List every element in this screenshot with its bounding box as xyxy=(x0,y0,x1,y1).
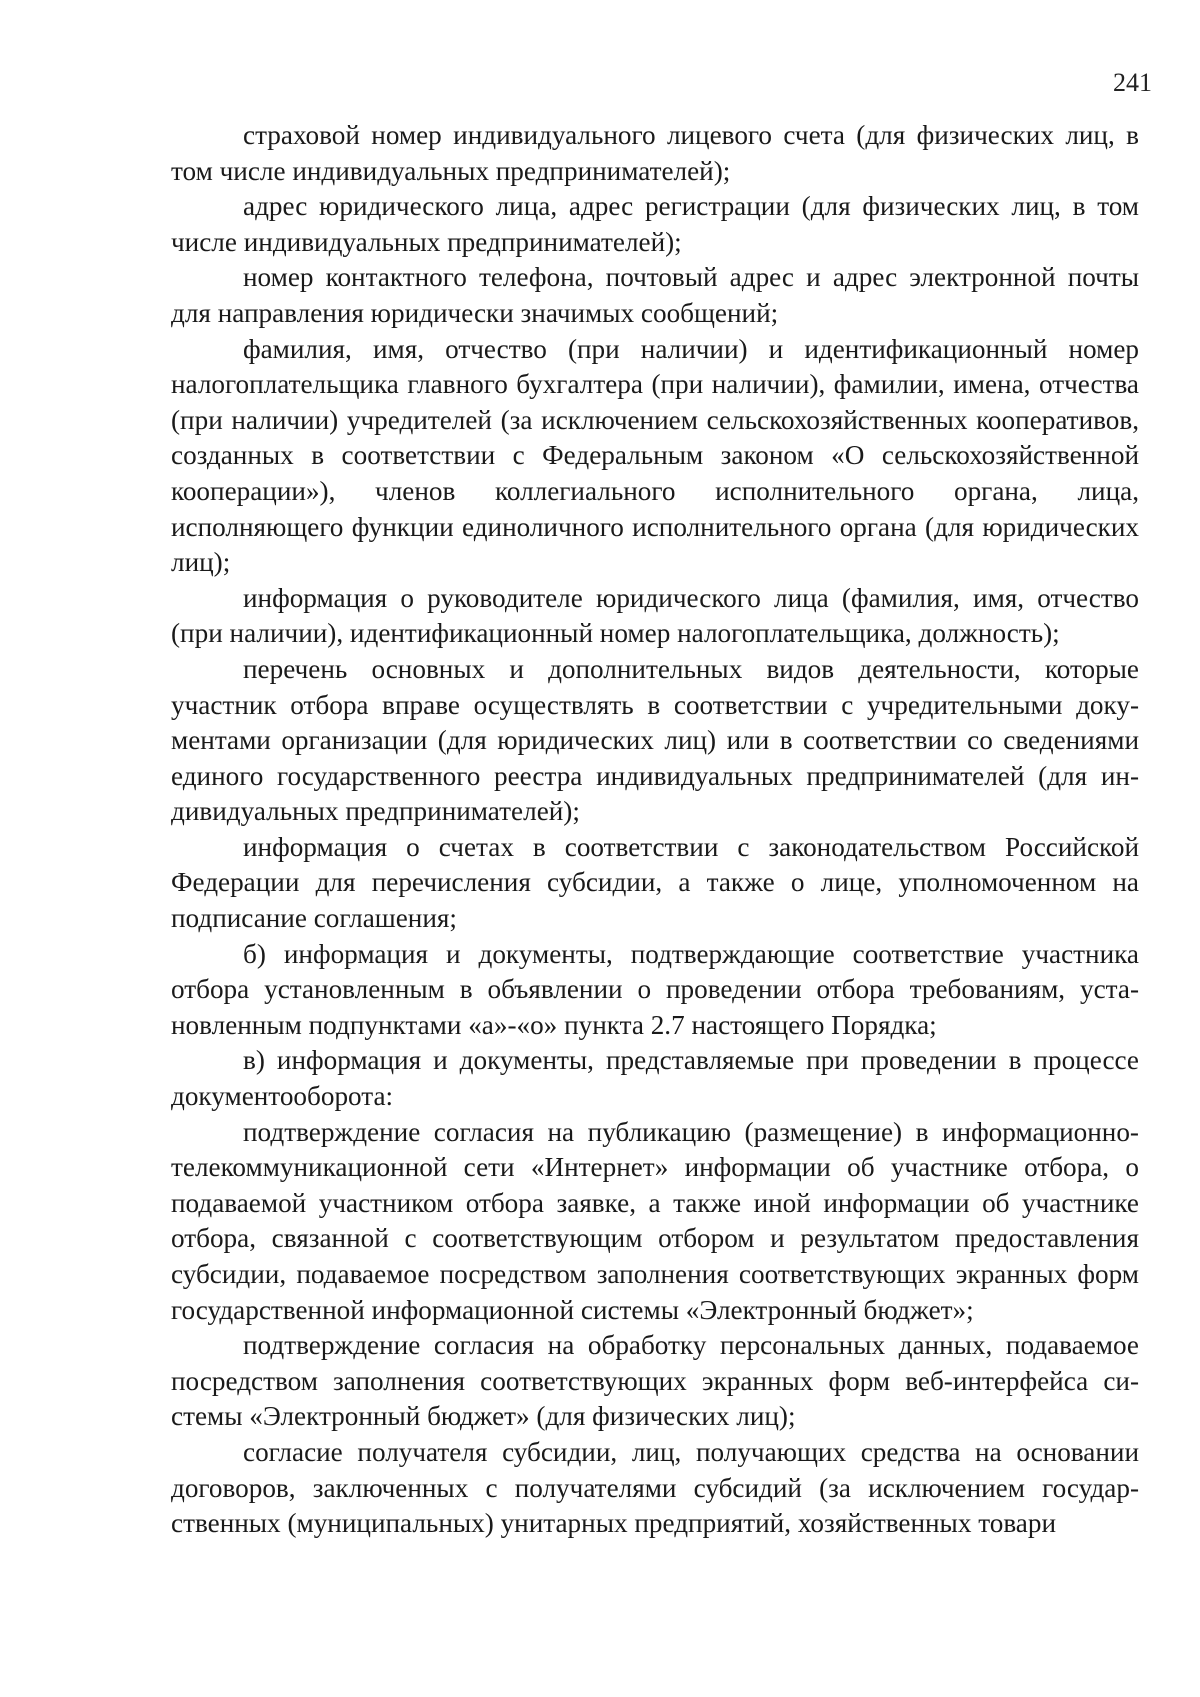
paragraph-accounts-info: информация о счетах в соответствии с законодательством Российской Федерации для перечисления субсидии, а также о лице, уполномоченном на подписание соглашения; xyxy=(171,831,1139,934)
paragraph-item-b: б) информация и документы, подтверждающие соответствие участника отбора установленным в объявлении о проведении отбора требованиям, установленным подпунктами «а»-«о» пункта 2.7 настоящего Порядка; xyxy=(171,938,1139,1040)
paragraph-legal-address: адрес юридического лица, адрес регистрации (для физических лиц, в том числе индивидуальных предпринимателей); xyxy=(171,191,1139,257)
paragraph-publication-consent: подтверждение согласия на публикацию (размещение) в информационно-телекоммуникационной сети «Интернет» информации об участнике отбора, о подаваемой участником отбора заявке, а также иной информации об участнике отбора, связанной с соответствующим отбором и результатом предоставления субсидии, подаваемое посредством заполнения соответствующих экранных форм государственной информационной системы «Электронный бюджет»; xyxy=(171,1116,1139,1325)
paragraph-head-info: информация о руководителе юридического лица (фамилия, имя, отчество (при наличии), идентификационный номер налогоплательщика, должность); xyxy=(171,582,1139,649)
document-body xyxy=(171,118,1139,1542)
paragraph-recipient-consent: согласие получателя субсидии, лиц, получающих средства на основании договоров, заключенных с получателями субсидий (за исключением государственных (муниципальных) унитарных предприятий, хозяйственных товари xyxy=(171,1436,1139,1539)
paragraph-activities-list: перечень основных и дополнительных видов деятельности, которые участник отбора вправе осуществлять в соответствии с учредительными документами организации (для юридических лиц) или в соответствии со сведениями единого государственного реестра индивидуальных предпринимателей (для индивидуальных предпринимателей); xyxy=(171,653,1139,827)
page-number: 241 xyxy=(1113,68,1152,97)
paragraph-item-v: в) информация и документы, представляемые при проведении в процессе документооборота: xyxy=(171,1045,1139,1112)
paragraph-insurance-number: страховой номер индивидуального лицевого счета (для физических лиц, в том числе индивидуальных предпринимателей); xyxy=(171,120,1139,186)
paragraph-chief-accountant: фамилия, имя, отчество (при наличии) и идентификационный номер налогоплательщика главного бухгалтера (при наличии), фамилии, имена, отчества (при наличии) учредителей (за исключением сельскохозяйственных кооперативов, созданных в соответствии с Федеральным законом «О сельскохозяйственной кооперации»), членов коллегиального исполнительного органа, лица, исполняющего функции единоличного исполнительного органа (для юридических лиц); xyxy=(171,333,1139,578)
paragraph-contact-phone: номер контактного телефона, почтовый адрес и адрес электронной почты для направления юридически значимых сообщений; xyxy=(171,262,1139,328)
paragraph-personal-data-consent: подтверждение согласия на обработку персональных данных, подаваемое посредством заполнения соответствующих экранных форм веб-интерфейса системы «Электронный бюджет» (для физических лиц); xyxy=(171,1330,1139,1432)
